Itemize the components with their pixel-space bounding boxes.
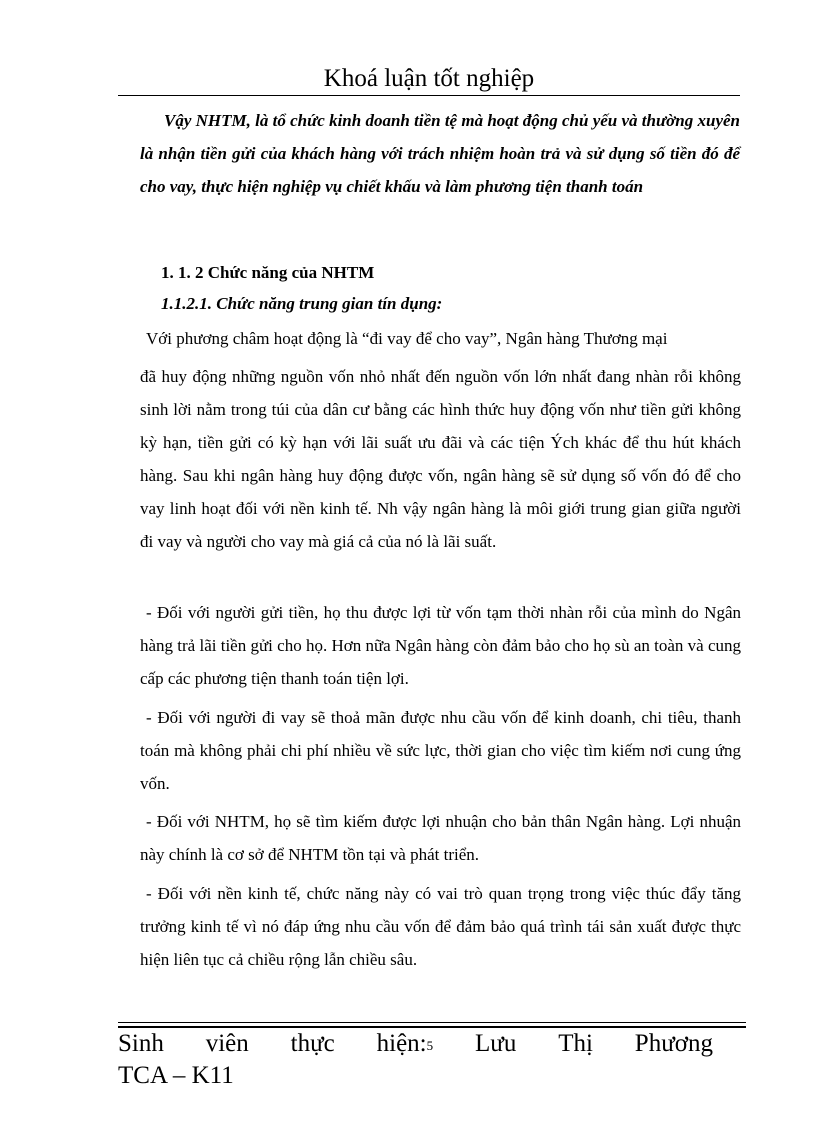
- footer-word: hiện:: [376, 1030, 427, 1057]
- paragraph-2: - Đối với người gửi tiền, họ thu được lợi từ vốn tạm thời nhàn rỗi của mình do Ngân hàng trả lãi tiền gửi cho họ. Hơn nữa Ngân hàng còn đảm bảo cho họ sù an toàn và cung cấp các phương tiện thanh toán tiện lợi.: [140, 603, 742, 688]
- footer-rule-thin: [118, 1022, 746, 1023]
- paragraph-1-first-line: Với phương châm hoạt động là “đi vay để cho vay”, Ngân hàng Thương mại: [146, 329, 668, 348]
- footer-word: viên: [205, 1030, 249, 1057]
- footer-word: Thị: [558, 1030, 593, 1057]
- section-heading: 1. 1. 2 Chức năng của NHTM: [161, 263, 375, 282]
- paragraph-3: - Đối với người đi vay sẽ thoả mãn được nhu cầu vốn để kinh doanh, chi tiêu, thanh toán mà không phải chi phí nhiều về sức lực, thời gian cho việc tìm kiếm nơi cung ứng vốn.: [140, 708, 741, 793]
- footer-word: Phương: [634, 1030, 713, 1057]
- intro-paragraph: [140, 104, 740, 203]
- header-rule: [118, 95, 740, 96]
- header-title: Khoá luận tốt nghiệp: [323, 65, 535, 92]
- footer-word: Lưu: [475, 1030, 517, 1057]
- footer-word: thực: [290, 1030, 335, 1057]
- footer-word: Sinh: [118, 1030, 164, 1057]
- paragraph-1: đã huy động những nguồn vốn nhỏ nhất đến nguồn vốn lớn nhất đang nhàn rỗi không sinh lời nằm trong túi của dân cư bằng các hình thức huy động vốn như tiền gửi không kỳ hạn, tiền gửi có kỳ hạn với lãi suất ưu đãi và các tiện Ých khác để thu hút khách hàng. Sau khi ngân hàng huy động được vốn, ngân hàng sẽ sử dụng số vốn đó để cho vay linh hoạt đối với nền kinh tế. Nh vậy ngân hàng là môi giới trung gian giữa người đi vay và người cho vay mà giá cả của nó là lãi suất.: [140, 367, 741, 551]
- paragraph-4: - Đối với NHTM, họ sẽ tìm kiếm được lợi nhuận cho bản thân Ngân hàng. Lợi nhuận này chính là cơ sở để NHTM tồn tại và phát triển.: [140, 812, 741, 864]
- paragraph-5: - Đối với nền kinh tế, chức năng này có vai trò quan trọng trong việc thúc đẩy tăng trưởng kinh tế vì nó đáp ứng nhu cầu vốn để đảm bảo quá trình tái sản xuất được thực hiện liên tục cả chiều rộng lẫn chiều sâu.: [140, 884, 741, 969]
- page-number: 5: [426, 1038, 434, 1053]
- section-subheading: 1.1.2.1. Chức năng trung gian tín dụng:: [161, 294, 443, 313]
- footer-word-with-page: [377, 1027, 434, 1061]
- intro-paragraph-text: Vậy NHTM, là tổ chức kinh doanh tiền tệ mà hoạt động chủ yếu và thường xuyên là nhận tiền gửi của khách hàng với trách nhiệm hoàn trả và sử dụng số tiền đó để cho vay, thực hiện nghiệp vụ chiết khấu và làm phương tiện thanh toán: [140, 111, 740, 196]
- footer-class-line: TCA – K11: [118, 1062, 234, 1089]
- footer-student-line: [118, 1027, 713, 1061]
